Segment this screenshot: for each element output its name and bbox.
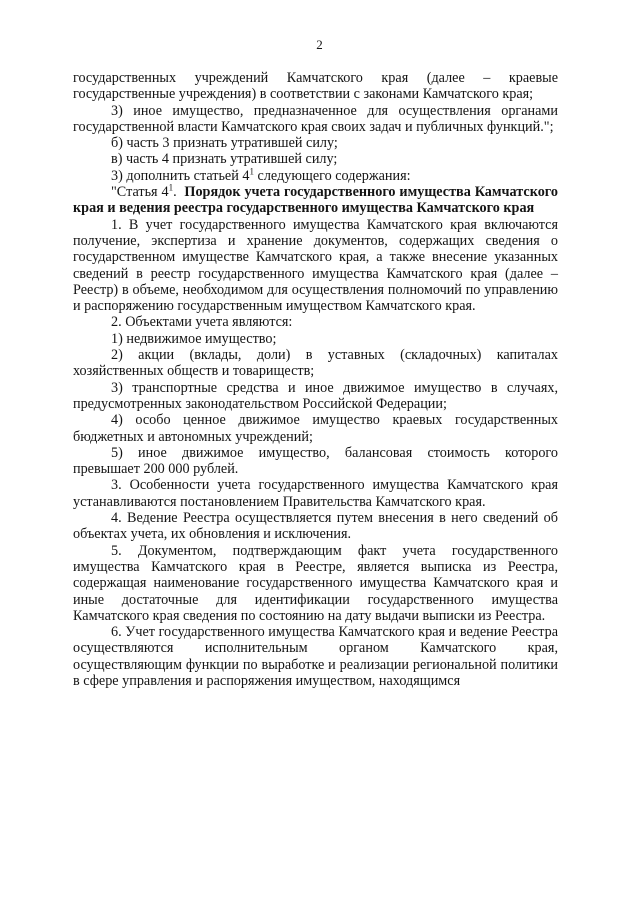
article-heading: [73, 184, 558, 217]
paragraph-1: государственных учреждений Камчатского края (далее – краевые государственные учреждения) в соответствии с законами Камчатского края;: [73, 70, 558, 103]
article-prefix: "Статья 4: [111, 184, 169, 201]
article-item-3: 3) транспортные средства и иное движимое имущество в случаях, предусмотренных законодательством Российской Федерации;: [73, 379, 558, 412]
article-part-5: 5. Документом, подтверждающим факт учета государственного имущества Камчатского края в Реестре, является выписка из Реестра, содержащая наименование государственного имущества Камчатского края и иные достаточные для идентификации государственного имущества Камчатского края сведения по состоянию на дату выдачи выписки из Реестра.: [73, 542, 558, 624]
addition-before: 3) дополнить статьей 4: [111, 167, 250, 184]
addition-after: следующего содержания:: [253, 167, 411, 184]
article-part-4: 4. Ведение Реестра осуществляется путем внесения в него сведений об объектах учета, их обновления и исключения.: [73, 510, 558, 543]
paragraph-2: 3) иное имущество, предназначенное для осуществления органами государственной власти Камчатского края своих задач и публичных функций.";: [73, 102, 558, 135]
addition-sup: 1: [249, 166, 254, 177]
article-part-2: 2. Объектами учета являются:: [111, 314, 293, 331]
paragraph-3: б) часть 3 признать утратившей силу;: [111, 135, 338, 152]
article-part-6: 6. Учет государственного имущества Камчатского края и ведение Реестра осуществляются исполнительным органом Камчатского края, осуществляющим функции по выработке и реализации региональной политики в сфере управления и распоряжения имуществом, находящимся: [73, 624, 558, 689]
article-item-4: 4) особо ценное движимое имущество краевых государственных бюджетных и автономных учреждений;: [73, 412, 558, 445]
document-body: [73, 70, 558, 689]
article-part-3: 3. Особенности учета государственного имущества Камчатского края устанавливаются постановлением Правительства Камчатского края.: [73, 477, 558, 510]
paragraph-4: в) часть 4 признать утратившей силу;: [111, 151, 338, 168]
article-title: Порядок учета государственного имущества Камчатского края и ведения реестра государственного имущества Камчатского края: [73, 184, 558, 217]
article-item-5: 5) иное движимое имущество, балансовая стоимость которого превышает 200 000 рублей.: [73, 444, 558, 478]
article-part-1: 1. В учет государственного имущества Камчатского края включаются получение, экспертиза и хранение документов, содержащих сведения о государственном имуществе Камчатского края, а также внесение указанных сведений в реестр государственного имущества Камчатского края (далее – Реестр) в объеме, необходимом для осуществления полномочий по управлению и распоряжению государственным имуществом Камчатского края.: [73, 216, 558, 315]
page-number: 2: [316, 37, 323, 52]
article-sup: 1: [168, 182, 174, 193]
addition-line: [73, 168, 558, 184]
article-dot: .: [173, 184, 177, 201]
article-item-1: 1) недвижимое имущество;: [111, 330, 277, 347]
article-item-2: 2) акции (вклады, доли) в уставных (складочных) капиталах хозяйственных обществ и товариществ;: [73, 347, 558, 380]
